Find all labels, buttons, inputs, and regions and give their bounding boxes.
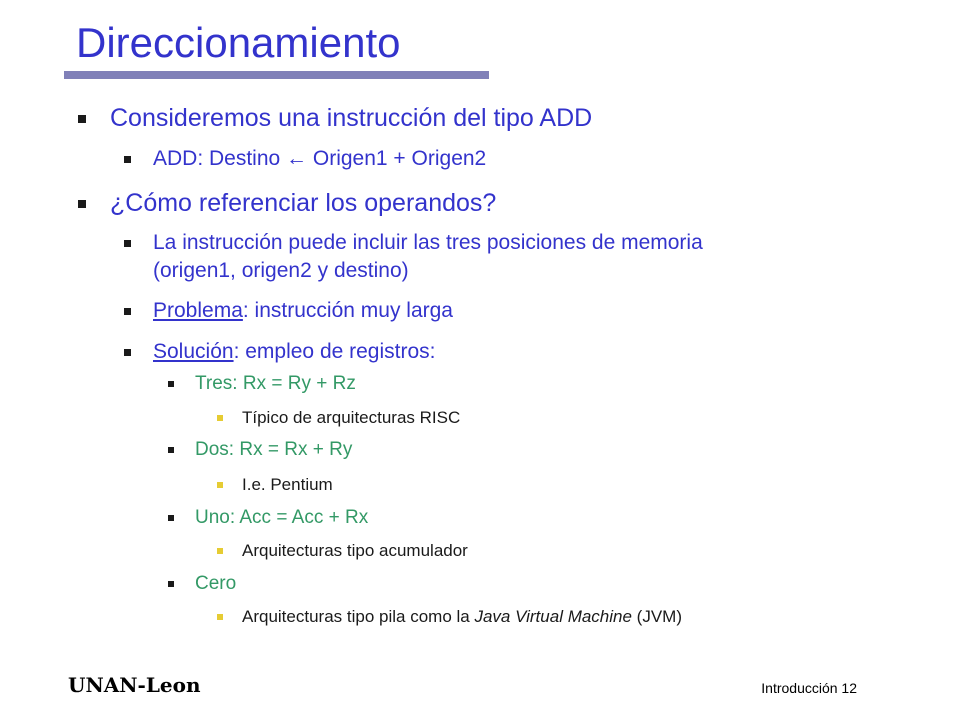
bullet-text: Arquitecturas tipo acumulador [242, 541, 468, 560]
bullet-three-positions-continued [153, 258, 409, 284]
bullet-text: ¿Cómo referenciar los operandos? [110, 189, 497, 217]
bullet-referencing-question [110, 188, 496, 218]
bullet-add-instruction [110, 103, 592, 133]
bullet-two-operands [195, 438, 352, 462]
bullet-square-icon [168, 381, 174, 387]
bullet-text: ADD: Destino ← Origen1 + Origen2 [153, 147, 487, 170]
jvm-italic-text: Java Virtual Machine [474, 607, 632, 626]
bullet-text-line-2: (origen1, origen2 y destino) [153, 259, 409, 282]
bullet-text: Tres: Rx = Ry + Rz [195, 373, 356, 394]
bullet-three-positions [153, 230, 703, 256]
bullet-square-icon [124, 308, 131, 315]
problem-label: Problema [153, 299, 243, 322]
bullet-problem [153, 298, 453, 324]
bullet-solution [153, 339, 436, 365]
slide-title: Direccionamiento [76, 19, 401, 66]
solution-text: : empleo de registros: [233, 340, 436, 363]
bullet-text-line-1: La instrucción puede incluir las tres posiciones de memoria [153, 231, 703, 254]
bullet-text: Uno: Acc = Acc + Rx [195, 507, 369, 528]
bullet-square-icon [217, 614, 223, 620]
jvm-abbreviation: (JVM) [631, 607, 682, 626]
bullet-text: I.e. Pentium [242, 475, 333, 494]
bullet-square-icon [168, 581, 174, 587]
bullet-square-icon [78, 115, 86, 123]
bullet-risc-note [242, 407, 460, 429]
bullet-accumulator-note [242, 540, 468, 562]
bullet-square-icon [217, 482, 223, 488]
slide-number: Introducción 12 [761, 680, 857, 696]
stack-note-text: Arquitecturas tipo pila como la [242, 607, 475, 626]
problem-text: : instrucción muy larga [242, 299, 453, 322]
institution-name: UNAN-Leon [68, 673, 201, 697]
bullet-square-icon [124, 156, 131, 163]
bullet-one-operand [195, 506, 368, 530]
bullet-square-icon [124, 349, 131, 356]
bullet-square-icon [124, 240, 131, 247]
solution-label: Solución [153, 340, 234, 363]
bullet-text: Típico de arquitecturas RISC [242, 408, 461, 427]
bullet-text: Consideremos una instrucción del tipo ADD [110, 104, 593, 132]
bullet-square-icon [78, 200, 86, 208]
bullet-square-icon [217, 415, 223, 421]
title-underline [64, 71, 489, 79]
bullet-three-operands [195, 372, 356, 396]
bullet-square-icon [168, 515, 174, 521]
bullet-text: Cero [195, 573, 237, 594]
bullet-stack-note [242, 606, 682, 628]
bullet-pentium-note [242, 474, 333, 496]
bullet-add-formula [153, 146, 486, 172]
bullet-square-icon [217, 548, 223, 554]
bullet-zero-operands [195, 572, 236, 596]
bullet-text: Dos: Rx = Rx + Ry [195, 439, 353, 460]
bullet-square-icon [168, 447, 174, 453]
